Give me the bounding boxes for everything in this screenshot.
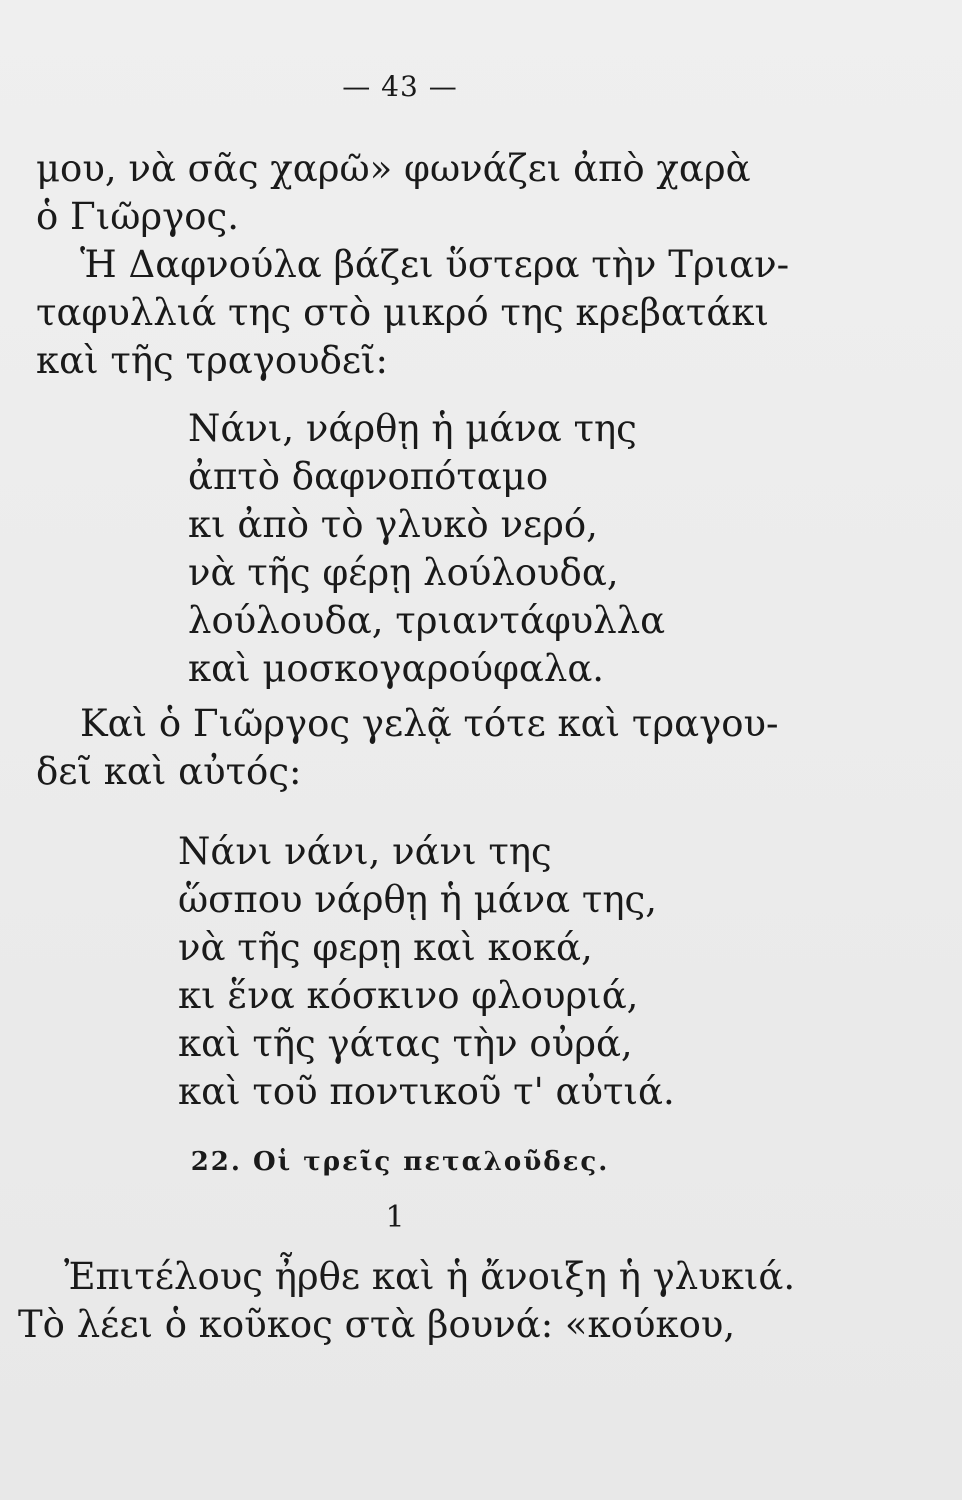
prose-line-7: δεῖ καὶ αὐτός: (36, 750, 302, 793)
section-title: 22. Οἱ τρεῖς πεταλοῦδες. (190, 1147, 610, 1177)
verse2-line-5: καὶ τῆς γάτας τὴν οὐρά, (178, 1022, 633, 1065)
verse2-line-4: κι ἕνα κόσκινο φλουριά, (178, 974, 639, 1017)
section-number: 1 (385, 1200, 405, 1235)
poem-line-1: Ἐπιτέλους ἦρθε καὶ ἡ ἄνοιξη ἡ γλυκιά. (64, 1255, 796, 1298)
prose-line-6: Καὶ ὁ Γιῶργος γελᾷ τότε καὶ τραγου- (80, 702, 779, 745)
prose-line-4: ταφυλλιά της στὸ μικρό της κρεβατάκι (36, 291, 769, 334)
verse2-line-3: νὰ τῆς φερῃ καὶ κοκά, (178, 926, 593, 969)
verse1-line-3: κι ἀπὸ τὸ γλυκὸ νερό, (188, 503, 598, 546)
verse1-line-4: νὰ τῆς φέρῃ λούλουδα, (188, 551, 619, 594)
poem-line-2: Τὸ λέει ὁ κοῦκος στὰ βουνά: «κούκου, (18, 1303, 736, 1346)
prose-line-2: ὁ Γιῶργος. (36, 195, 240, 238)
prose-line-5: καὶ τῆς τραγουδεῖ: (36, 339, 389, 382)
prose-line-1: μου, νὰ σᾶς χαρῶ» φωνάζει ἀπὸ χαρὰ (36, 147, 751, 190)
verse2-line-2: ὥσπου νάρθῃ ἡ μάνα της, (178, 878, 658, 921)
verse2-line-1: Νάνι νάνι, νάνι της (178, 830, 552, 873)
verse1-line-1: Νάνι, νάρθῃ ἡ μάνα της (188, 407, 637, 450)
verse1-line-6: καὶ μοσκογαρούφαλα. (188, 647, 605, 690)
verse2-line-6: καὶ τοῦ ποντικοῦ τ' αὐτιά. (178, 1070, 675, 1113)
page-number: — 43 — (342, 70, 458, 103)
verse1-line-2: ἀπτὸ δαφνοπόταμο (188, 455, 549, 498)
prose-line-3: Ἡ Δαφνούλα βάζει ὕστερα τὴν Τριαν- (80, 243, 790, 286)
verse1-line-5: λούλουδα, τριαντάφυλλα (188, 599, 666, 642)
